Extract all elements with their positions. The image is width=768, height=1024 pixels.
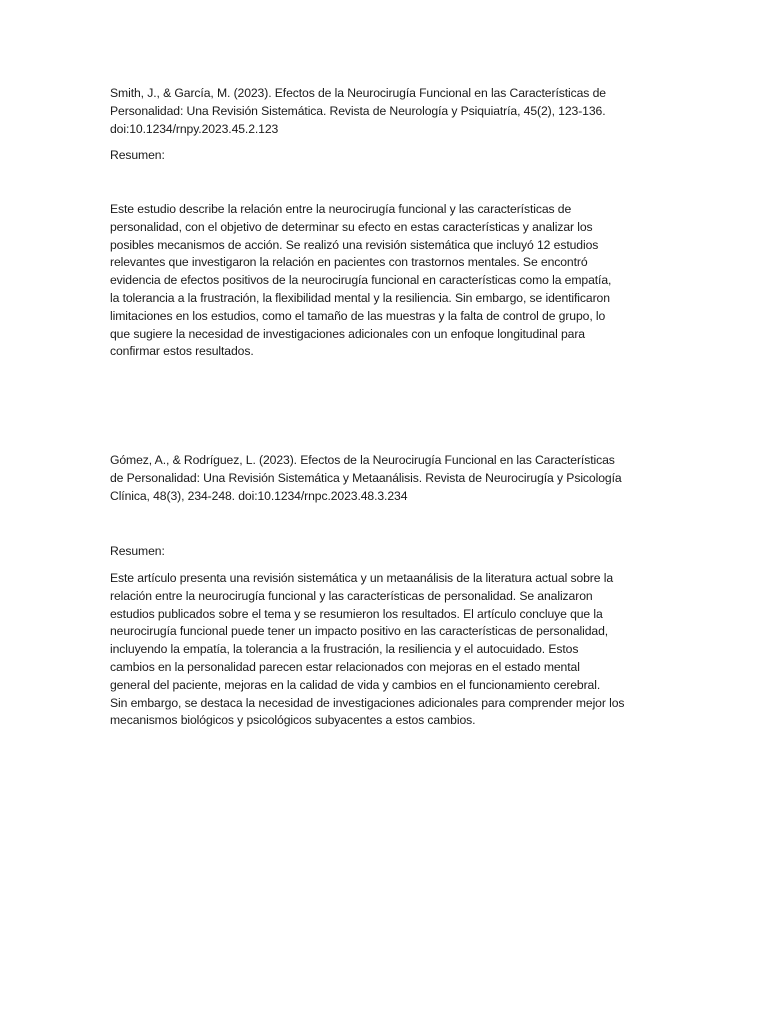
summary-line: confirmar estos resultados. <box>110 344 254 359</box>
citation-line: Clínica, 48(3), 234-248. doi:10.1234/rnpc.2023.48.3.234 <box>110 488 408 503</box>
citation <box>110 85 606 138</box>
summary-line: general del paciente, mejoras en la calidad de vida y cambios en el funcionamiento cerebral. <box>110 677 601 692</box>
summary-line: Este estudio describe la relación entre la neurocirugía funcional y las características de <box>110 202 572 216</box>
summary-line: incluyendo la empatía, la tolerancia a la frustración, la resiliencia y el autocuidado. Estos <box>110 642 579 657</box>
summary <box>110 570 624 730</box>
citation <box>110 452 622 505</box>
citation-line: Gómez, A., & Rodríguez, L. (2023). Efectos de la Neurocirugía Funcional en las Características <box>110 453 615 467</box>
citation-line: de Personalidad: Una Revisión Sistemática y Metaanálisis. Revista de Neurocirugía y Psicología <box>110 470 622 485</box>
summary-line: cambios en la personalidad parecen estar relacionados con mejoras en el estado mental <box>110 659 580 674</box>
summary-line: mecanismos biológicos y psicológicos subyacentes a estos cambios. <box>110 713 476 728</box>
summary-line: relación entre la neurocirugía funcional y las características de personalidad. Se analizaron <box>110 588 593 603</box>
summary-line: Este artículo presenta una revisión sistemática y un metaanálisis de la literatura actual sobre la <box>110 571 614 585</box>
summary-line: la tolerancia a la frustración, la flexibilidad mental y la resiliencia. Sin embargo, se identificaron <box>110 290 610 305</box>
summary-line: limitaciones en los estudios, como el tamaño de las muestras y la falta de control de grupo, lo <box>110 308 606 323</box>
summary <box>110 201 611 361</box>
summary-line: que sugiere la necesidad de investigaciones adicionales con un enfoque longitudinal para <box>110 326 585 341</box>
summary-line: neurocirugía funcional puede tener un impacto positivo en las características de personalidad, <box>110 624 609 639</box>
summary-line: posibles mecanismos de acción. Se realizó una revisión sistemática que incluyó 12 estudios <box>110 237 599 252</box>
summary-line: evidencia de efectos positivos de la neurocirugía funcional en características como la empatía, <box>110 273 612 288</box>
citation-line: doi:10.1234/rnpy.2023.45.2.123 <box>110 121 279 136</box>
summary-label: Resumen: <box>110 544 165 558</box>
summary-line: relevantes que investigaron la relación en pacientes con trastornos mentales. Se encontró <box>110 255 588 270</box>
summary-line: Sin embargo, se destaca la necesidad de investigaciones adicionales para comprender mejor los <box>110 695 625 710</box>
summary-label: Resumen: <box>110 148 165 162</box>
citation-line: Personalidad: Una Revisión Sistemática. Revista de Neurología y Psiquiatría, 45(2), 123-136. <box>110 103 606 118</box>
citation-line: Smith, J., & García, M. (2023). Efectos de la Neurocirugía Funcional en las Características de <box>110 86 606 100</box>
summary-line: estudios publicados sobre el tema y se resumieron los resultados. El artículo concluye que la <box>110 606 603 621</box>
summary-line: personalidad, con el objetivo de determinar su efecto en estas características y analizar los <box>110 219 593 234</box>
